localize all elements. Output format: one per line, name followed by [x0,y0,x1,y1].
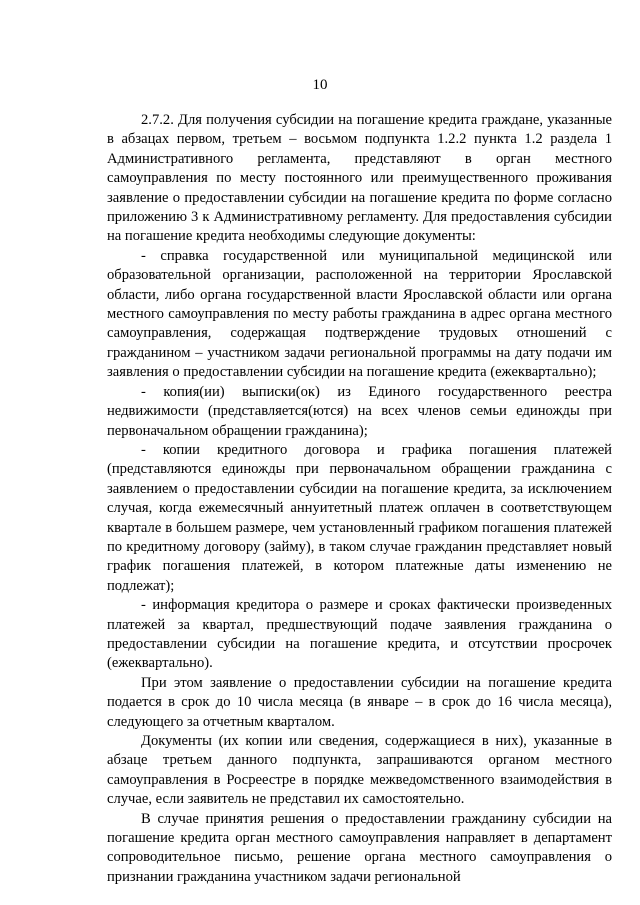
list-item-creditor-information: - информация кредитора о размере и сроках фактически произведенных платежей за квартал, предшествующий подаче заявления гражданина о предоставлении субсидии на погашение кредита, и отсутствии просрочек (ежеквартально). [107,597,612,672]
paragraph-application-deadline: При этом заявление о предоставлении субсидии на погашение кредита подается в срок до 10 числа месяца (в январе – в срок до 16 числа месяца), следующего за отчетным кварталом. [107,674,612,730]
list-item-loan-agreement: - копии кредитного договора и графика погашения платежей (представляются единожды при первоначальном обращении гражданина с заявлением о предоставлении субсидии на погашение кредита, за исключением случая, когда ежемесячный аннуитетный платеж оплачен в соответствующем квартале в большем размере, чем установленный графиком погашения платежей по кредитному договору (займу), в таком случае гражданин представляет новый график погашения платежей, в котором платежные даты изменению не подлежат); [107,441,612,594]
list-item-registry-extract: - копия(ии) выписки(ок) из Единого государственного реестра недвижимости (представляется(ются) на всех членов семьи единожды при первоначальном обращении гражданина); [107,383,612,439]
paragraph-2-7-2: 2.7.2. Для получения субсидии на погашение кредита граждане, указанные в абзацах первом, третьем – восьмом подпункта 1.2.2 пункта 1.2 раздела 1 Административного регламента, представляют в орган местного самоуправления по месту постоянного или преимущественного проживания заявление о предоставлении субсидии на погашение кредита по форме согласно приложению 3 к Административному регламенту. Для предоставления субсидии на погашение кредита необходимы следующие документы: [107,112,612,245]
document-body [107,111,612,887]
paragraph-documents-request: Документы (их копии или сведения, содержащиеся в них), указанные в абзаце третьем данного подпункта, запрашиваются органом местного самоуправления в Росреестре в порядке межведомственного взаимодействия в случае, если заявитель не представил их самостоятельно. [107,733,612,808]
page-number: 10 [312,77,328,93]
paragraph-subsidy-decision: В случае принятия решения о предоставлении гражданину субсидии на погашение кредита орган местного самоуправления направляет в департамент сопроводительное письмо, решение органа местного самоуправления о признании гражданина участником задачи региональной [107,810,612,885]
list-item-employment-certificate: - справка государственной или муниципальной медицинской или образовательной организации, расположенной на территории Ярославской области, либо органа государственной власти Ярославской области или органа местного самоуправления по месту работы гражданина в адрес органа местного самоуправления, содержащая подтверждение трудовых отношений с гражданином – участником задачи региональной программы на дату подачи им заявления о предоставлении субсидии на погашение кредита (ежеквартально); [107,247,612,381]
